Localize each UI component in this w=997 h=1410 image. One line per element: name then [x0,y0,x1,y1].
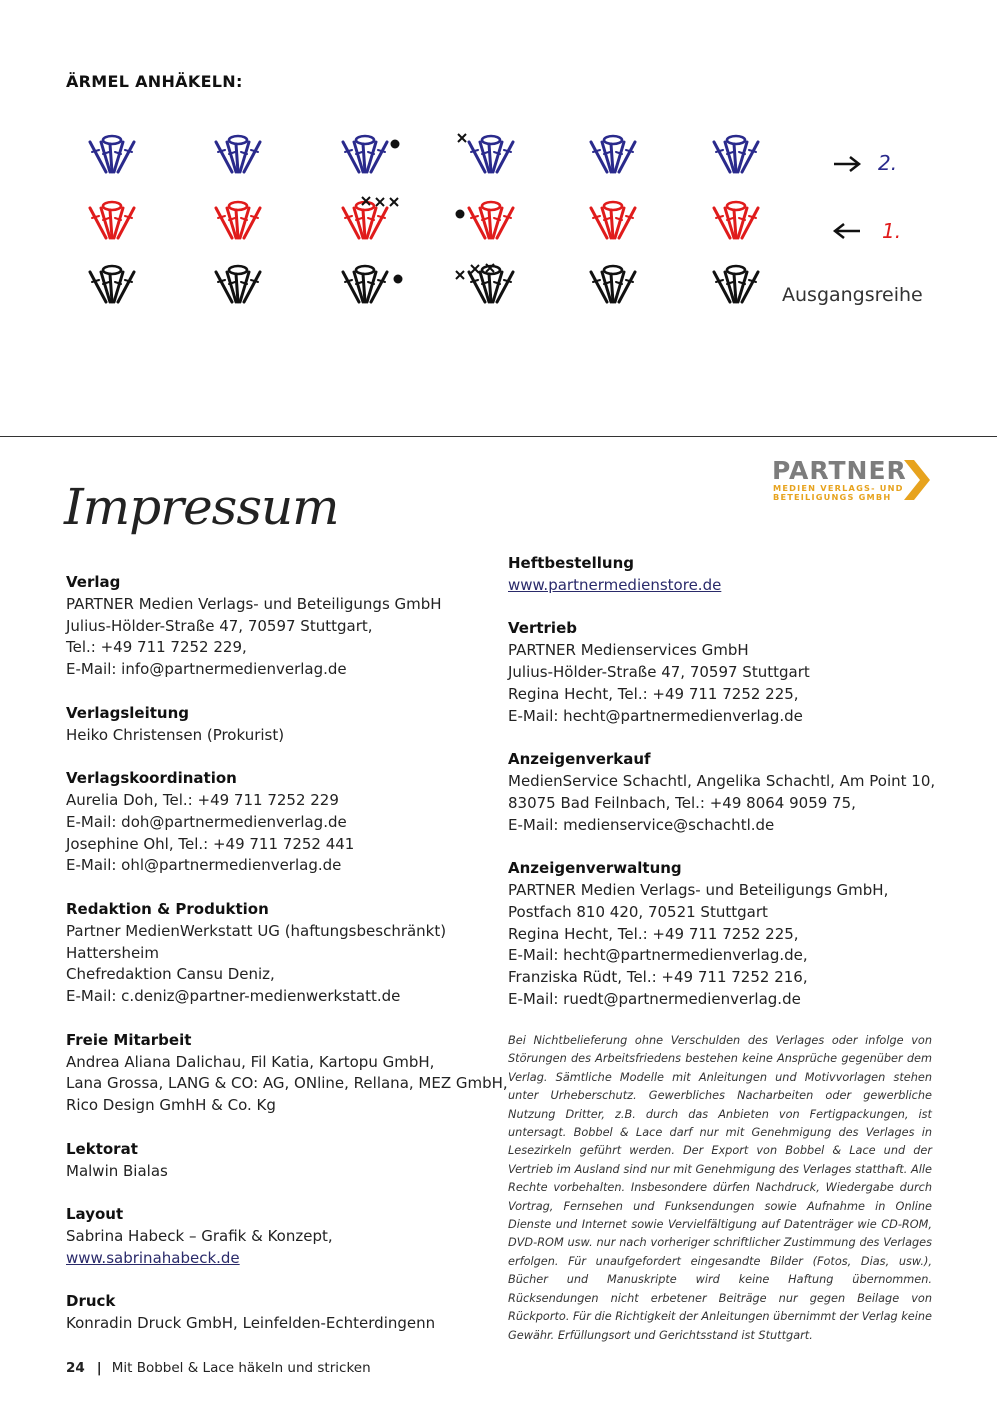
single-crochet-x-icon [456,271,464,279]
stitch-symbol [591,202,635,238]
impressum-block [66,1291,496,1335]
section-divider [0,436,997,437]
block-line: Regina Hecht, Tel.: +49 711 7252 225, [508,684,799,703]
block-line: MedienService Schachtl, Angelika Schachtl, Am Point 10, [508,771,936,790]
block-line: Chefredaktion Cansu Deniz, [66,965,275,984]
impressum-block [508,858,938,1011]
stitch-symbol [90,266,134,302]
block-line: Rico Design GmhH & Co. Kg [66,1096,276,1115]
block-line: Andrea Aliana Dalichau, Fil Katia, Kartopu GmbH, [66,1052,435,1071]
block-line: E-Mail: ruedt@partnermedienverlag.de [508,989,801,1008]
impressum-block [66,899,496,1008]
block-heading: Anzeigenverkauf [508,750,651,769]
block-line: Postfach 810 420, 70521 Stuttgart [508,902,768,921]
stitch-symbol [216,266,260,302]
block-line: Regina Hecht, Tel.: +49 711 7252 225, [508,924,799,943]
legal-disclaimer: Bei Nichtbelieferung ohne Verschulden des Verlages oder infolge von Störungen des Arbeitsfriedens bestehen keine Ansprüche gegenüber dem Verlag. Sämtliche Modelle mit Anleitungen und Motivvorlagen stehen unter Urheberschutz. Gewerbliches Nacharbeiten oder gewerbliche Nutzung Dritter, z.B. durch das Anbieten von Fertigpackungen, ist untersagt. Bobbel & Lace darf nur mit Genehmigung des Verlages in Lesezirkeln geführt werden. Der Export von Bobbel & Lace und der Vertrieb im Ausland sind nur mit Genehmigung des Verlages statthaft. Alle Rechte vorbehalten. Insbesondere dürfen Nachdruck, Wiedergabe durch Vortrag, Fernsehen und Funksendungen sowie Aufnahme in Online Dienste und Internet sowie Vervielfältigung auf Datenträger wie CD-ROM, DVD-ROM usw. nur nach vorheriger schriftlicher Zustimmung des Verlages erfolgen. Für unaufgefordert eingesandte Bilder (Fotos, Dias, usw.), Bücher und Manuskripte wird keine Haftung übernommen. Rücksendungen nicht erbetener Beiträge nur gegen Beilage von Rückporto. Für die Richtigkeit der Anleitungen übernimmt der Verlag keine Gewähr. Erfüllungsort und Gerichtsstand ist Stuttgart. [508,1034,932,1342]
single-crochet-x-icon [390,198,398,206]
row-1-label: 1. [882,219,902,243]
block-line: E-Mail: medienservice@schachtl.de [508,815,775,834]
impressum-title: Impressum [64,478,339,536]
block-heading: Lektorat [66,1139,138,1158]
stitch-symbol [469,266,513,302]
block-line: Konradin Druck GmbH, Leinfelden-Echterdingenn [66,1314,436,1333]
slip-stitch-dot-icon [456,210,465,219]
block-heading: Druck [66,1292,116,1311]
single-crochet-x-icon [376,198,384,206]
base-row-label: Ausgangsreihe [782,284,923,306]
stitch-symbol [591,136,635,172]
stitch-symbol [714,136,758,172]
block-heading: Verlagskoordination [66,769,237,788]
block-line: E-Mail: c.deniz@partner-medienwerkstatt.de [66,987,401,1006]
block-line: PARTNER Medien Verlags- und Beteiligungs GmbH [66,594,442,613]
impressum-block [66,1204,496,1269]
page-number: 24 [66,1360,85,1376]
logo-subline-1: MEDIEN VERLAGS- UND [773,483,904,493]
chevron-right-icon [900,458,934,502]
slip-stitch-dot-icon [394,275,403,284]
stitch-symbol [469,202,513,238]
impressum-block [66,572,496,681]
block-heading: Anzeigenverwaltung [508,859,682,878]
block-line: Malwin Bialas [66,1161,168,1180]
stitch-symbol [216,202,260,238]
stitch-symbol [343,266,387,302]
impressum-block [66,1139,496,1183]
stitch-symbol [90,136,134,172]
block-heading: Freie Mitarbeit [66,1030,192,1049]
block-line: PARTNER Medienservices GmbH [508,641,749,660]
row-2-label: 2. [878,151,898,175]
stitch-symbol [343,202,387,238]
block-line: Julius-Hölder-Straße 47, 70597 Stuttgart [508,662,810,681]
block-heading: Verlag [66,573,121,591]
impressum-block [508,618,938,727]
block-line: Lana Grossa, LANG & CO: AG, ONline, Rellana, MEZ GmbH, [66,1074,508,1093]
stitch-symbol [90,202,134,238]
impressum-block [508,553,938,597]
block-heading: Verlagsleitung [66,703,190,722]
single-crochet-x-icon [458,134,466,142]
stitch-symbol [343,136,387,172]
website-link[interactable]: www.sabrinahabeck.de [66,1248,240,1267]
block-line: E-Mail: hecht@partnermedienverlag.de [508,706,803,725]
logo-subline-2: BETEILIGUNGS GMBH [773,492,892,502]
stitch-symbol [216,136,260,172]
block-heading: Heftbestellung [508,554,634,572]
block-line: Franziska Rüdt, Tel.: +49 711 7252 216, [508,968,808,987]
row-2-arrow-icon [834,157,859,171]
stitch-symbol [714,202,758,238]
block-line: Tel.: +49 711 7252 229, [66,638,247,657]
page-footer [66,1360,371,1376]
impressum-block [508,749,938,836]
impressum-block [66,1030,508,1117]
block-line: Heiko Christensen (Prokurist) [66,725,285,744]
block-line: Josephine Ohl, Tel.: +49 711 7252 441 [66,834,355,853]
website-link[interactable]: www.partnermedienstore.de [508,575,722,594]
block-line: E-Mail: doh@partnermedienverlag.de [66,812,347,831]
block-heading: Layout [66,1205,124,1224]
single-crochet-x-icon [471,265,479,273]
slip-stitch-dot-icon [391,140,400,149]
block-line: E-Mail: ohl@partnermedienverlag.de [66,856,342,875]
crochet-chart [70,118,950,328]
impressum-block [66,703,496,747]
section-title: ÄRMEL ANHÄKELN: [66,72,243,91]
block-line: 83075 Bad Feilnbach, Tel.: +49 8064 9059 75, [508,793,856,812]
logo-name: PARTNER [772,456,907,485]
block-line: Sabrina Habeck – Grafik & Konzept, [66,1226,333,1245]
impressum-right-column [508,553,938,1033]
block-line: E-Mail: info@partnermedienverlag.de [66,660,347,679]
block-heading: Vertrieb [508,619,577,638]
block-line: Aurelia Doh, Tel.: +49 711 7252 229 [66,790,339,809]
stitch-symbol [714,266,758,302]
block-line: Partner MedienWerkstatt UG (haftungsbeschränkt) [66,921,447,940]
stitch-symbol [591,266,635,302]
impressum-left-column [66,572,508,1357]
footer-title: Mit Bobbel & Lace häkeln und stricken [111,1360,371,1376]
block-heading: Redaktion & Produktion [66,899,269,918]
block-line: PARTNER Medien Verlags- und Beteiligungs GmbH, [508,880,889,899]
footer-separator: | [96,1360,102,1376]
impressum-block [66,768,496,877]
block-line: Julius-Hölder-Straße 47, 70597 Stuttgart, [66,616,373,635]
stitch-symbol [469,136,513,172]
block-line: E-Mail: hecht@partnermedienverlag.de, [508,946,808,965]
block-line: Hattersheim [66,943,159,962]
row-1-arrow-icon [835,224,860,238]
partner-logo [772,456,942,504]
